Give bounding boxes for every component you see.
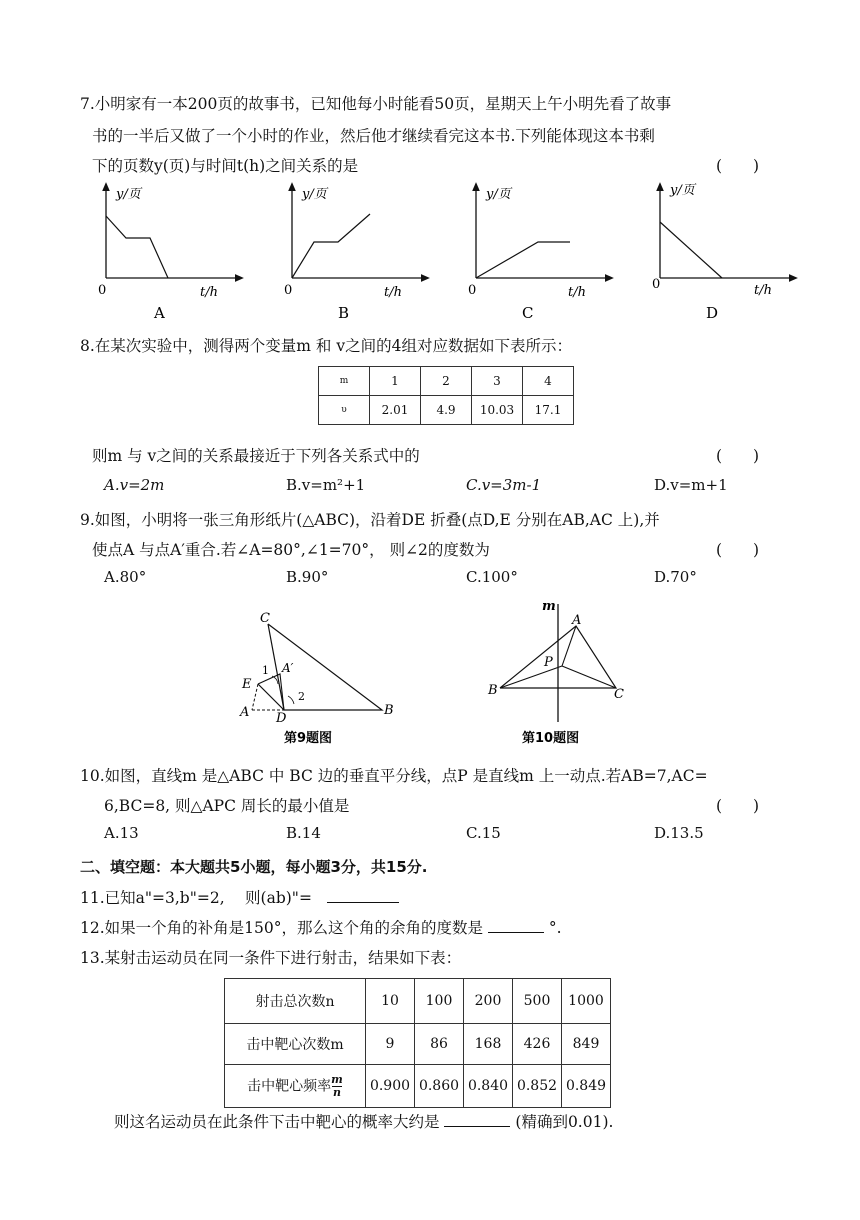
graph-a-origin: 0 <box>98 283 107 298</box>
q8-option-d: D.v=m+1 <box>654 476 728 494</box>
point-e-label: E <box>242 677 252 692</box>
q7-graph-b <box>276 182 436 322</box>
fraction-numerator: m <box>331 1072 343 1086</box>
table-cell: 击中靶心次数m <box>225 1024 366 1065</box>
graph-b-option-label: B <box>338 304 350 322</box>
graph-a-y-label: y/页 <box>116 187 141 202</box>
q9-line1: 9.如图，小明将一张三角形纸片(△ABC)，沿着DE 折叠(点D,E 分别在AB,AC 上),并 <box>80 511 660 529</box>
graph-c-curve <box>476 242 570 278</box>
graph-b-curve <box>292 214 370 278</box>
q8-table <box>318 366 574 425</box>
graph-d-x-label: t/h <box>754 283 772 298</box>
q11-answer-blank[interactable] <box>327 887 399 904</box>
q9-figure <box>228 596 408 752</box>
point-p-label: P <box>544 655 553 670</box>
table-cell: m <box>319 367 370 396</box>
q12-text-after: °. <box>548 919 562 937</box>
graph-c-x-label: t/h <box>568 285 586 300</box>
fraction-m-over-n <box>331 1074 343 1099</box>
graph-c-y-label: y/页 <box>486 187 511 202</box>
table-cell: 10 <box>366 979 415 1024</box>
point-a-prime-label: A′ <box>282 661 294 675</box>
table-cell: 3 <box>472 367 523 396</box>
q10-line2: 6,BC=8, 则△APC 周长的最小值是 <box>104 797 350 815</box>
graph-d-curve <box>660 222 722 278</box>
point-d-label: D <box>276 711 287 726</box>
table-cell: 1000 <box>562 979 611 1024</box>
graph-b-x-label: t/h <box>384 285 402 300</box>
q8-line1: 8.在某次实验中，测得两个变量m 和 v之间的4组对应数据如下表所示： <box>80 337 572 355</box>
q9-answer-paren: ( ) <box>716 541 760 559</box>
q7-graph-a <box>90 182 250 322</box>
q8-option-a: A.v=2m <box>104 476 165 494</box>
fraction-denominator: n <box>332 1085 341 1099</box>
q8-option-b: B.v=m²+1 <box>286 476 366 494</box>
table-row <box>319 367 574 396</box>
dashed-ea <box>252 684 258 710</box>
graph-c-option-label: C <box>522 304 534 322</box>
q9-option-a: A.80° <box>104 568 147 586</box>
table-cell: 168 <box>464 1024 513 1065</box>
q13-line1: 13.某射击运动员在同一条件下进行射击，结果如下表： <box>80 949 462 967</box>
graph-a-option-label: A <box>154 304 165 322</box>
table-cell: 0.900 <box>366 1065 415 1108</box>
q10-option-b: B.14 <box>286 824 321 842</box>
q8-option-c: C.v=3m-1 <box>466 476 542 494</box>
point-a-label: A <box>240 705 250 720</box>
point-b-label: B <box>488 683 498 698</box>
q7-answer-paren: ( ) <box>716 157 760 175</box>
q13-table <box>224 978 611 1108</box>
figure-9-caption: 第9题图 <box>284 731 333 746</box>
graph-d-option-label: D <box>706 304 719 322</box>
table-cell-freq-label <box>225 1065 366 1108</box>
q12-line <box>80 916 562 938</box>
q9-line2: 使点A 与点A′重合.若∠A=80°,∠1=70°， 则∠2的度数为 <box>92 541 490 559</box>
table-row <box>225 1065 611 1108</box>
line-m-label: m <box>542 599 556 614</box>
q10-option-c: C.15 <box>466 824 501 842</box>
graph-a-x-label: t/h <box>200 285 218 300</box>
point-c-label: C <box>260 611 270 626</box>
q11-text: 11.已知a"=3,b"=2, 则(ab)"= <box>80 889 312 907</box>
q7-line2: 书的一半后又做了一个小时的作业，然后他才继续看完这本书.下列能体现这本书剩 <box>92 127 655 145</box>
table-cell: 9 <box>366 1024 415 1065</box>
graph-d-origin: 0 <box>652 277 661 292</box>
table-row <box>225 979 611 1024</box>
table-cell: 17.1 <box>523 396 574 425</box>
graph-b-origin: 0 <box>284 283 293 298</box>
angle-1-label: 1 <box>262 664 269 677</box>
table-cell: 86 <box>415 1024 464 1065</box>
table-cell: 200 <box>464 979 513 1024</box>
table-cell: 0.840 <box>464 1065 513 1108</box>
q12-answer-blank[interactable] <box>488 917 544 934</box>
point-a-label: A <box>572 613 582 628</box>
table-cell: 0.860 <box>415 1065 464 1108</box>
table-row <box>319 396 574 425</box>
q13-text-before: 则这名运动员在此条件下击中靶心的概率大约是 <box>114 1113 440 1131</box>
point-b-label: B <box>384 703 394 718</box>
q7-graph-c <box>460 182 620 322</box>
table-cell: 100 <box>415 979 464 1024</box>
q10-figure <box>480 596 640 752</box>
table-cell: 849 <box>562 1024 611 1065</box>
table-cell: 1 <box>370 367 421 396</box>
q9-option-b: B.90° <box>286 568 329 586</box>
q7-line1: 7.小明家有一本200页的故事书，已知他每小时能看50页，星期天上午小明先看了故事 <box>80 95 672 113</box>
graph-a-curve <box>106 216 168 278</box>
table-cell: 射击总次数n <box>225 979 366 1024</box>
table-cell: 4 <box>523 367 574 396</box>
table-cell: 2.01 <box>370 396 421 425</box>
q8-line2: 则m 与 v之间的关系最接近于下列各关系式中的 <box>92 447 420 465</box>
graph-c-origin: 0 <box>468 283 477 298</box>
q10-option-a: A.13 <box>104 824 139 842</box>
table-cell: 4.9 <box>421 396 472 425</box>
q10-answer-paren: ( ) <box>716 797 760 815</box>
figure-10-caption: 第10题图 <box>522 731 580 746</box>
q7-graph-d <box>644 182 804 322</box>
q7-line3: 下的页数y(页)与时间t(h)之间关系的是 <box>92 157 359 175</box>
q13-line2 <box>114 1110 613 1132</box>
q9-option-c: C.100° <box>466 568 518 586</box>
table-row <box>225 1024 611 1065</box>
table-cell: υ <box>319 396 370 425</box>
table-cell: 2 <box>421 367 472 396</box>
angle-2-label: 2 <box>298 690 305 703</box>
q11-line <box>80 886 399 908</box>
table-cell: 426 <box>513 1024 562 1065</box>
q13-answer-blank[interactable] <box>444 1111 510 1128</box>
q13-text-after: (精确到0.01). <box>515 1113 614 1131</box>
table-cell: 500 <box>513 979 562 1024</box>
q10-option-d: D.13.5 <box>654 824 704 842</box>
q12-text-before: 12.如果一个角的补角是150°，那么这个角的余角的度数是 <box>80 919 483 937</box>
q8-answer-paren: ( ) <box>716 447 760 465</box>
graph-b-y-label: y/页 <box>302 187 327 202</box>
table-cell: 10.03 <box>472 396 523 425</box>
q10-line1: 10.如图，直线m 是△ABC 中 BC 边的垂直平分线，点P 是直线m 上一动点.若AB=7,AC= <box>80 767 708 785</box>
table-cell: 0.852 <box>513 1065 562 1108</box>
graph-d-y-label: y/页 <box>670 183 695 198</box>
point-c-label: C <box>614 687 624 702</box>
table-cell: 0.849 <box>562 1065 611 1108</box>
q9-option-d: D.70° <box>654 568 697 586</box>
section-2-heading: 二、填空题：本大题共5小题，每小题3分，共15分. <box>80 858 428 876</box>
freq-label-text: 击中靶心频率 <box>247 1078 332 1094</box>
